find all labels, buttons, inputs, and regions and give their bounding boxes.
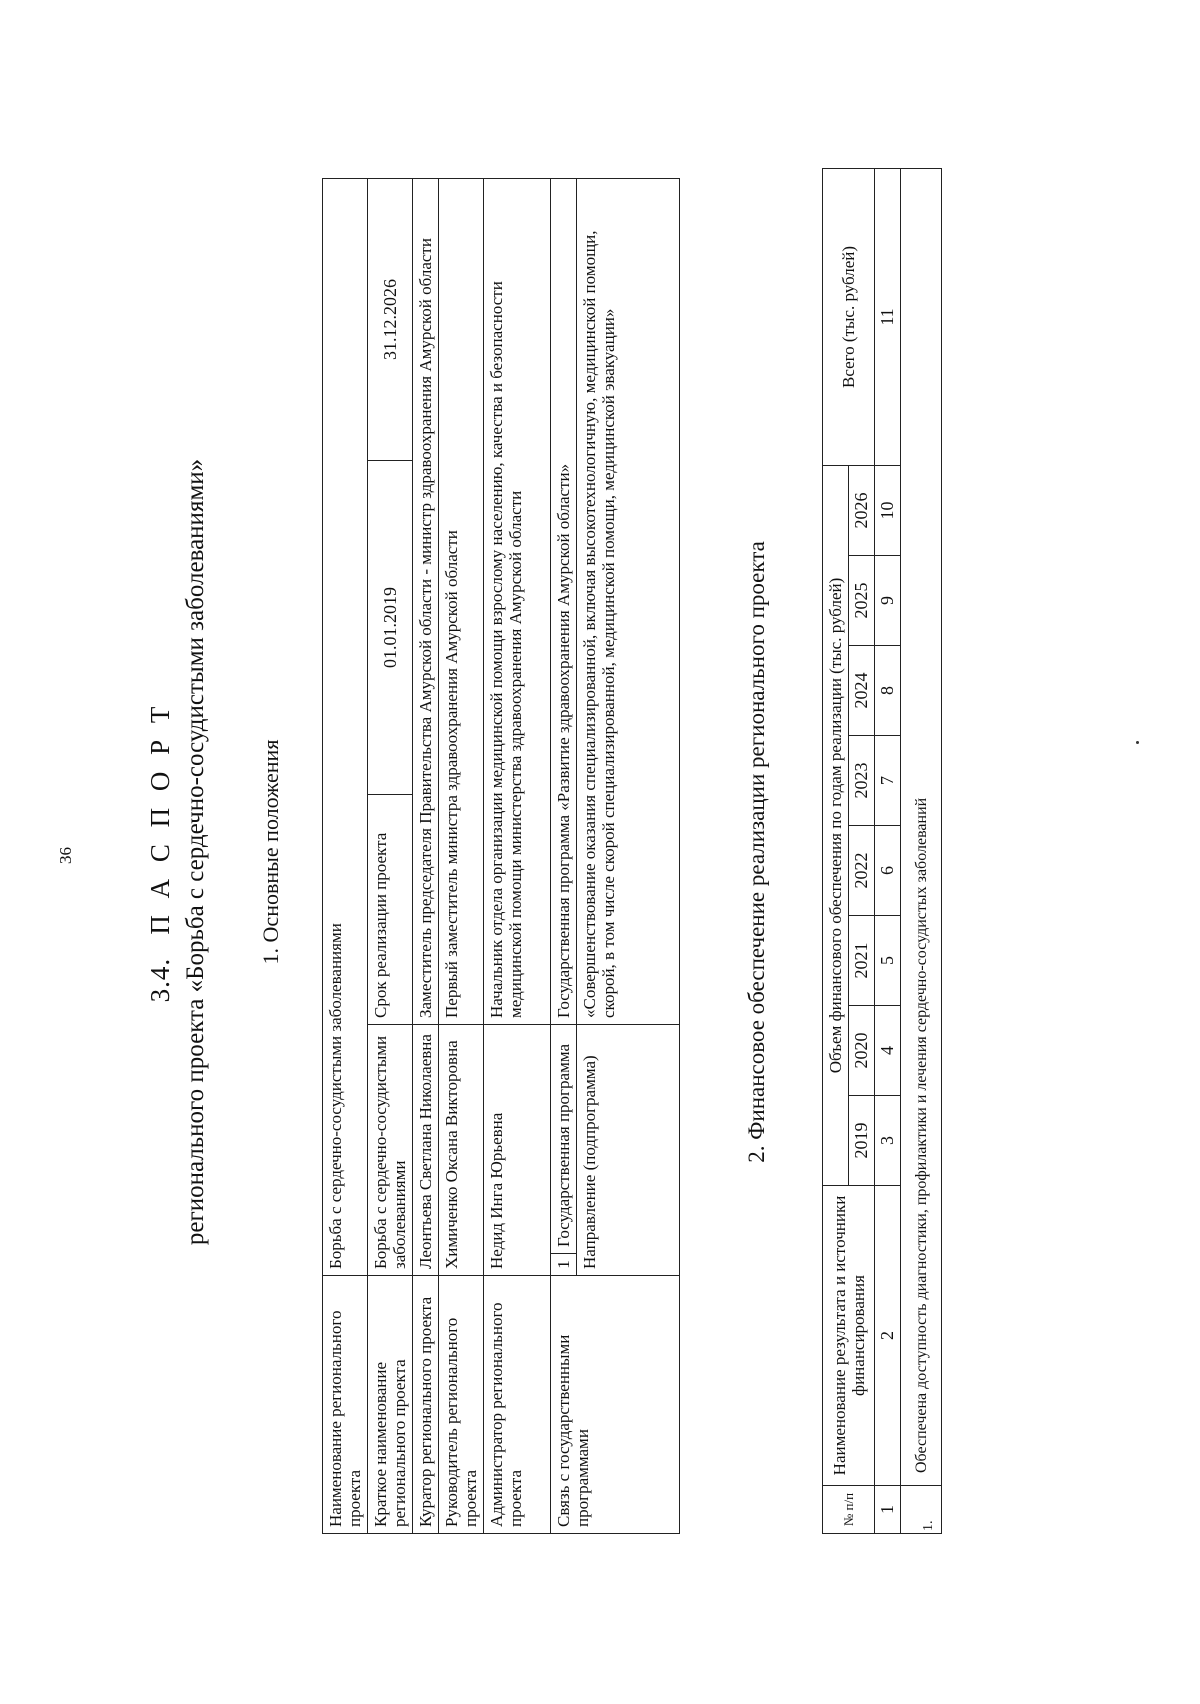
- person-name: Леонтьева Светлана Николаевна: [413, 1025, 439, 1276]
- table-row: [484, 179, 551, 1534]
- section1-heading: 1. Основные положения: [258, 739, 283, 965]
- direction-value: «Совершенствование оказания специализированной, включая высокотехнологичную, медицинской помощи, скорой, в том числе скорой специализированной, медицинской помощи, медицинской эвакуации»: [577, 179, 680, 1025]
- person-position: Первый заместитель министра здравоохранения Амурской области: [439, 179, 484, 1025]
- table-row: [323, 179, 368, 1534]
- row-label: Наименование регионального проекта: [323, 1276, 368, 1534]
- page-number: 36: [56, 847, 75, 864]
- year-header: 2025: [849, 556, 875, 646]
- table-row: [439, 179, 484, 1534]
- column-header-volume: Объем финансового обеспечения по годам реализации (тыс. рублей): [823, 465, 849, 1185]
- financing-table: [822, 168, 942, 1534]
- column-index-cell: 10: [875, 465, 901, 555]
- column-index-cell: 2: [875, 1186, 901, 1486]
- section-number: 3.4.: [145, 957, 175, 1003]
- person-name: Недид Инга Юрьевна: [484, 1025, 551, 1276]
- document-title: [145, 0, 176, 1704]
- year-header: 2023: [849, 736, 875, 826]
- year-header: 2020: [849, 1006, 875, 1096]
- table-header-row: [823, 169, 849, 1534]
- column-index-cell: 5: [875, 916, 901, 1006]
- passport-label: П А С П О Р Т: [145, 701, 175, 935]
- program-number: 1: [551, 1254, 577, 1276]
- row-value: Борьба с сердечно-сосудистыми заболеваниями: [323, 179, 368, 1276]
- column-index-cell: 1: [875, 1486, 901, 1534]
- year-header: 2022: [849, 826, 875, 916]
- table-row: [368, 179, 413, 1534]
- row-number: 1.: [901, 1486, 942, 1534]
- person-name: Химиченко Оксана Викторовна: [439, 1025, 484, 1276]
- table-row: [875, 169, 901, 1534]
- column-index-cell: 11: [875, 169, 901, 466]
- person-position: Начальник отдела организации медицинской помощи взрослому населению, качества и безопасности медицинской помощи министерства здравоохранения Амурской области: [484, 179, 551, 1025]
- row-label: Краткое наименование регионального проекта: [368, 1276, 413, 1534]
- program-value: Государственная программа «Развитие здравоохранения Амурской области»: [551, 179, 577, 1025]
- start-date: 01.01.2019: [368, 461, 413, 795]
- table-row: [901, 169, 942, 1534]
- column-index-cell: 6: [875, 826, 901, 916]
- year-header: 2019: [849, 1096, 875, 1186]
- year-header: 2026: [849, 465, 875, 555]
- section2-heading: 2. Финансовое обеспечение реализации регионального проекта: [744, 541, 769, 1163]
- year-header: 2024: [849, 646, 875, 736]
- table-row: [413, 179, 439, 1534]
- main-provisions-table: [322, 178, 680, 1534]
- scan-speck: [1136, 741, 1139, 744]
- document-subtitle: регионального проекта «Борьба с сердечно-сосудистыми заболеваниями»: [182, 458, 209, 1246]
- column-index-cell: 4: [875, 1006, 901, 1096]
- program-label: Государственная программа: [551, 1025, 577, 1254]
- column-index-cell: 3: [875, 1096, 901, 1186]
- year-header: 2021: [849, 916, 875, 1006]
- person-position: Заместитель председателя Правительства Амурской области - министр здравоохранения Амурской области: [413, 179, 439, 1025]
- row-label: Руководитель регионального проекта: [439, 1276, 484, 1534]
- direction-label: Направление (подпрограмма): [577, 1025, 680, 1276]
- end-date: 31.12.2026: [368, 179, 413, 461]
- row-label: Администратор регионального проекта: [484, 1276, 551, 1534]
- column-header-name: Наименование результата и источники финансирования: [823, 1186, 875, 1486]
- result-text: Обеспечена доступность диагностики, профилактики и лечения сердечно-сосудистых заболеваний: [901, 169, 942, 1486]
- table-row: [551, 179, 577, 1534]
- row-label: Связь с государственными программами: [551, 1276, 680, 1534]
- column-index-cell: 8: [875, 646, 901, 736]
- column-header-num: № п/п: [823, 1486, 875, 1534]
- row-value: Борьба с сердечно-сосудистыми заболеваниями: [368, 1025, 413, 1276]
- column-header-total: Всего (тыс. рублей): [823, 169, 875, 466]
- column-index-cell: 7: [875, 736, 901, 826]
- term-label: Срок реализации проекта: [368, 795, 413, 1025]
- column-index-cell: 9: [875, 556, 901, 646]
- row-label: Куратор регионального проекта: [413, 1276, 439, 1534]
